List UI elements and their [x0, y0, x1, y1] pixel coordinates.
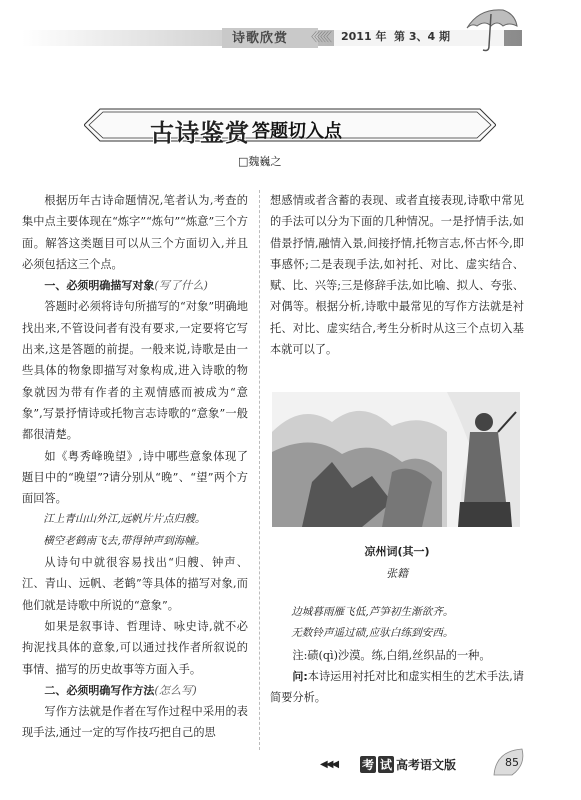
brand-box: 考 [362, 758, 375, 772]
page-number-badge [492, 747, 526, 777]
poem-line: 横空老鹤南飞去,带得钟声到海幢。 [43, 534, 206, 547]
paragraph: 如《粤秀峰晚望》,诗中哪些意象体现了题目中的“晚望”?请分别从“晚”、“望”两个方面回答。 [22, 449, 248, 506]
section-label: 诗歌欣赏 [232, 31, 289, 46]
right-column [270, 190, 524, 360]
question [270, 666, 524, 709]
umbrella-icon [463, 6, 519, 56]
heading-note: (写了什么) [154, 279, 208, 293]
footer-brand [360, 756, 456, 773]
heading-note: (怎么写) [154, 683, 197, 697]
paragraph: 从诗句中就很容易找出“归艘、钟声、江、青山、远帆、老鹤”等具体的描写对象,而他们就是诗歌中所说的“意象”。 [22, 556, 248, 612]
poem-title: 凉州词(其一) [364, 545, 430, 558]
issue-number: 第 3、4 期 [394, 30, 450, 43]
chevrons-icon: 〈〈〈〈〈〈 [305, 30, 330, 44]
left-column [22, 190, 248, 744]
heading-text: 一、必须明确描写对象 [44, 279, 155, 293]
poem-line: 江上青山山外江,远帆片片点归艘。 [43, 513, 206, 526]
right-column-lower [270, 602, 524, 708]
poem-note: 注:碛(qì)沙漠。练,白绢,丝织品的一种。 [292, 648, 491, 662]
section-heading [22, 275, 248, 296]
section-heading [22, 680, 248, 701]
question-text: 本诗运用衬托对比和虚实相生的艺术手法,请简要分析。 [270, 669, 524, 705]
poem-line: 无数铃声遥过碛,应驮白练到安西。 [291, 627, 454, 640]
arrows-icon: ◀◀◀ [320, 759, 338, 770]
brand-text: 高考语文版 [396, 758, 457, 772]
heading-text: 二、必须明确写作方法 [44, 683, 155, 697]
column-divider [259, 190, 260, 750]
article-title-main: 古诗鉴赏 [150, 119, 250, 147]
poem-line: 边城暮雨雁飞低,芦笋初生渐欲齐。 [291, 606, 454, 618]
paragraph: 想感情或者含蓄的表现、或者直接表现,诗歌中常见的手法可以分为下面的几种情况。一是抒情手法,如借景抒情,融情入景,间接抒情,托物言志,怀古怀今,即事感怀;二是表现手法,如衬托、对比、虚实结合、赋、比、兴等;三是修辞手法,如比喻、拟人、夸张、对偶等。根据分析,诗歌中最常见的写作方法就是衬托、对比、虚实结合,考生分析时从这三个点切入基本就可以了。 [270, 194, 524, 357]
paragraph: 答题时必须将诗句所描写的“对象”明确地找出来,不管设问者有没有要求,一定要将它写出来,这是答题的前提。一般来说,诗歌是由一些具体的物象即描写对象构成,进入诗歌的物象就因为带有作者的主观情感而被成为“意象”,写景抒情诗或托物言志诗歌的“意象”一般都很清楚。 [22, 300, 248, 442]
paragraph: 如果是叙事诗、哲理诗、咏史诗,就不必拘泥找具体的意象,可以通过找作者所叙说的事情、描写的历史故事等方面入手。 [22, 619, 248, 676]
paragraph: 写作方法就是作者在写作过程中采用的表现手法,通过一定的写作技巧把自己的思 [22, 705, 248, 740]
question-label: 问: [292, 669, 308, 683]
brand-box: 试 [380, 758, 393, 772]
poem-author: 张籍 [386, 567, 408, 580]
article-author: □魏巍之 [238, 155, 282, 168]
paragraph: 根据历年古诗命题情况,笔者认为,考查的集中点主要体现在“炼字”“炼句”“炼意”三个方面。解答这类题目可以从三个方面切入,并且必须包括这三个点。 [22, 194, 248, 271]
article-title-sub: 答题切入点 [252, 121, 342, 142]
issue-year: 2011 年 [341, 30, 387, 43]
page-number: 85 [505, 756, 519, 769]
landscape-painting-image [272, 392, 520, 527]
